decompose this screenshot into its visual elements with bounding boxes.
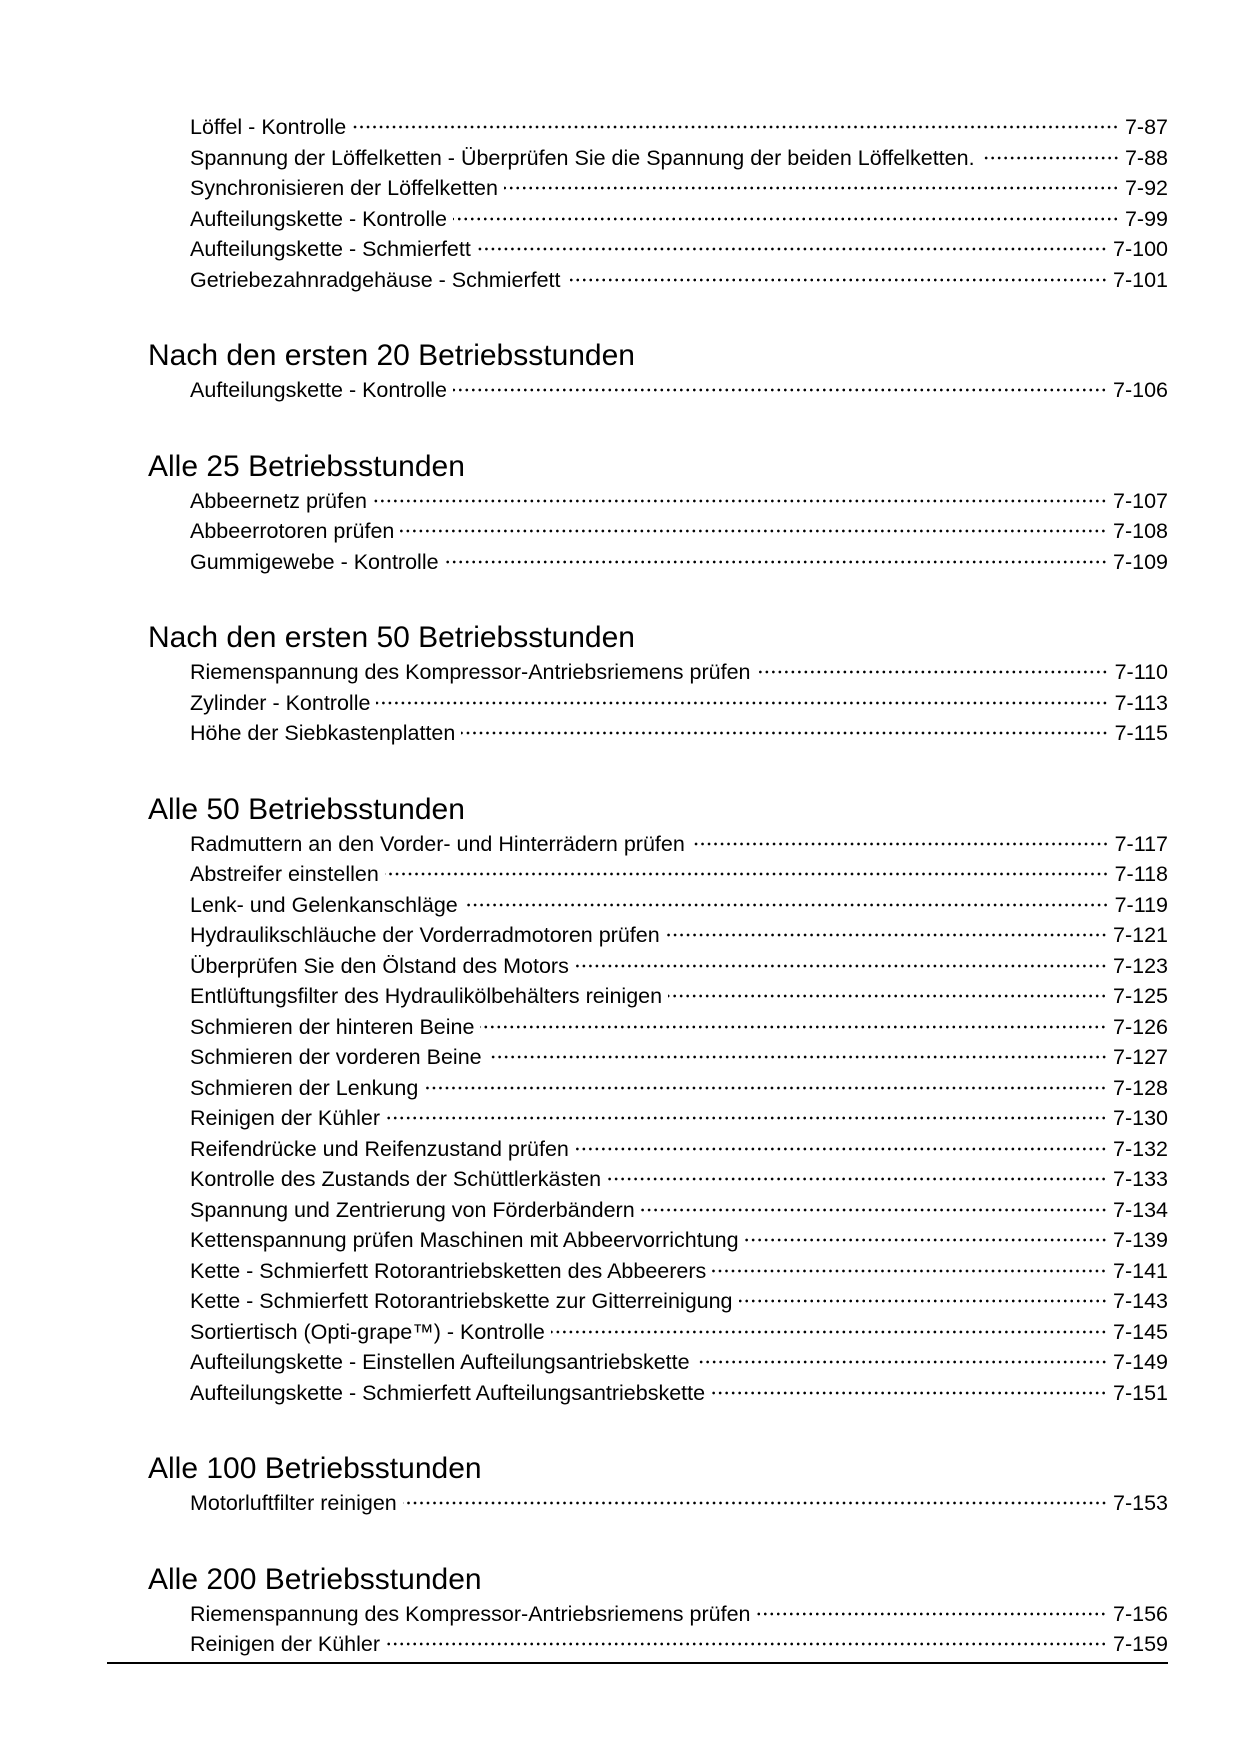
toc-entry-page-number: 7-126 xyxy=(1113,1014,1168,1039)
toc-entry[interactable] xyxy=(190,951,1168,982)
toc-entry-label: Aufteilungskette - Schmierfett Aufteilungsantriebskette xyxy=(190,1380,706,1405)
section-heading: Alle 200 Betriebsstunden xyxy=(148,1562,482,1596)
toc-entry-label: Getriebezahnradgehäuse - Schmierfett xyxy=(190,267,561,292)
dot-leader xyxy=(739,1298,1107,1304)
dot-leader xyxy=(386,1115,1107,1121)
toc-entry-page-number: 7-117 xyxy=(1114,831,1168,856)
toc-section xyxy=(148,621,1168,749)
toc-entry[interactable] xyxy=(190,1629,1168,1660)
dot-leader xyxy=(477,246,1107,252)
dot-leader xyxy=(607,1176,1107,1182)
toc-entry-label: Kette - Schmierfett Rotorantriebskette zur Gitterreinigung xyxy=(190,1289,733,1313)
dot-leader xyxy=(504,185,1119,191)
toc-entry[interactable] xyxy=(190,1347,1168,1378)
toc-entry-page-number: 7-87 xyxy=(1124,115,1168,139)
toc-entry[interactable] xyxy=(190,1256,1168,1287)
toc-entry[interactable] xyxy=(190,234,1168,265)
toc-entry-page-number: 7-145 xyxy=(1113,1319,1168,1344)
toc-entry-label: Schmieren der Lenkung xyxy=(190,1075,419,1100)
toc-entry[interactable] xyxy=(190,688,1168,719)
dot-leader xyxy=(461,730,1108,736)
toc-entry-page-number: 7-156 xyxy=(1113,1601,1168,1626)
toc-entry[interactable] xyxy=(190,112,1168,143)
toc-entry-label: Höhe der Siebkastenplatten xyxy=(190,721,456,745)
dot-leader xyxy=(352,124,1119,130)
bottom-divider xyxy=(107,1662,1168,1664)
toc-entry[interactable] xyxy=(190,1317,1168,1348)
toc-entry-page-number: 7-107 xyxy=(1113,488,1168,513)
toc-entry-label: Spannung der Löffelketten - Überprüfen Sie die Spannung der beiden Löffelketten. xyxy=(190,145,975,170)
toc-entry-page-number: 7-108 xyxy=(1113,519,1168,543)
dot-leader xyxy=(696,1359,1107,1365)
dot-leader xyxy=(641,1207,1107,1213)
dot-leader xyxy=(666,932,1107,938)
toc-entry-page-number: 7-101 xyxy=(1113,267,1168,292)
toc-entry-label: Motorluftfilter reinigen xyxy=(190,1491,397,1515)
table-of-contents xyxy=(148,112,1168,1660)
toc-entry[interactable] xyxy=(190,265,1168,296)
toc-entry-label: Zylinder - Kontrolle xyxy=(190,690,371,715)
toc-entry[interactable] xyxy=(190,1378,1168,1409)
dot-leader xyxy=(445,559,1107,565)
toc-entry-page-number: 7-106 xyxy=(1113,378,1168,402)
toc-entry-page-number: 7-149 xyxy=(1113,1350,1168,1374)
toc-entry-label: Aufteilungskette - Kontrolle xyxy=(190,206,447,231)
dot-leader xyxy=(575,1146,1107,1152)
toc-entry-page-number: 7-128 xyxy=(1113,1075,1168,1100)
dot-leader xyxy=(376,700,1108,706)
toc-entry-page-number: 7-127 xyxy=(1113,1045,1168,1069)
toc-entry[interactable] xyxy=(190,375,1168,406)
dot-leader xyxy=(745,1237,1107,1243)
dot-leader xyxy=(756,669,1108,675)
toc-entry-label: Gummigewebe - Kontrolle xyxy=(190,549,439,574)
toc-entry[interactable] xyxy=(190,1164,1168,1195)
toc-entry-label: Löffel - Kontrolle xyxy=(190,115,347,139)
toc-entry[interactable] xyxy=(190,1195,1168,1226)
dot-leader xyxy=(453,216,1119,222)
toc-entry[interactable] xyxy=(190,718,1168,749)
toc-entry-page-number: 7-110 xyxy=(1114,660,1168,684)
toc-entry-page-number: 7-115 xyxy=(1114,721,1168,745)
toc-entry[interactable] xyxy=(190,486,1168,517)
toc-entry-label: Kettenspannung prüfen Maschinen mit Abbeervorrichtung xyxy=(190,1228,739,1252)
toc-entry-label: Riemenspannung des Kompressor-Antriebsriemens prüfen xyxy=(190,660,751,684)
dot-leader xyxy=(712,1268,1107,1274)
toc-entry-page-number: 7-121 xyxy=(1113,923,1168,947)
toc-entry[interactable] xyxy=(190,547,1168,578)
dot-leader xyxy=(385,871,1109,877)
toc-entry[interactable] xyxy=(190,1134,1168,1165)
toc-entry[interactable] xyxy=(190,1488,1168,1519)
toc-entry-page-number: 7-92 xyxy=(1124,176,1168,200)
toc-entry[interactable] xyxy=(190,657,1168,688)
toc-entry-label: Entlüftungsfilter des Hydraulikölbehälters reinigen xyxy=(190,984,663,1008)
toc-entry-label: Riemenspannung des Kompressor-Antriebsriemens prüfen xyxy=(190,1601,751,1626)
dot-leader xyxy=(691,841,1109,847)
toc-entry-label: Hydraulikschläuche der Vorderradmotoren prüfen xyxy=(190,923,660,947)
toc-entry-label: Schmieren der hinteren Beine xyxy=(190,1014,475,1039)
toc-entry-label: Kontrolle des Zustands der Schüttlerkästen xyxy=(190,1167,602,1191)
toc-entry-page-number: 7-125 xyxy=(1113,984,1168,1008)
toc-entry[interactable] xyxy=(190,1012,1168,1043)
toc-entry-label: Aufteilungskette - Kontrolle xyxy=(190,378,447,402)
toc-entry-label: Aufteilungskette - Schmierfett xyxy=(190,237,471,261)
toc-entry-page-number: 7-134 xyxy=(1113,1197,1168,1222)
toc-section xyxy=(148,1563,1168,1660)
dot-leader xyxy=(488,1054,1107,1060)
toc-entry-label: Synchronisieren der Löffelketten xyxy=(190,176,498,200)
toc-entry-page-number: 7-123 xyxy=(1113,953,1168,978)
toc-entry[interactable] xyxy=(190,173,1168,204)
toc-entry[interactable] xyxy=(190,829,1168,860)
toc-entry-label: Abbeernetz prüfen xyxy=(190,488,367,513)
toc-entry-page-number: 7-141 xyxy=(1113,1258,1168,1283)
toc-entry-page-number: 7-133 xyxy=(1113,1167,1168,1191)
toc-entry-page-number: 7-88 xyxy=(1124,145,1168,170)
toc-section xyxy=(148,339,1168,406)
section-heading: Alle 25 Betriebsstunden xyxy=(148,449,465,483)
dot-leader xyxy=(711,1390,1107,1396)
dot-leader xyxy=(386,1641,1107,1647)
toc-section xyxy=(148,450,1168,578)
toc-entry-page-number: 7-109 xyxy=(1113,549,1168,574)
toc-entry-page-number: 7-113 xyxy=(1114,690,1168,715)
dot-leader xyxy=(981,155,1119,161)
toc-section xyxy=(148,112,1168,295)
toc-entry[interactable] xyxy=(190,890,1168,921)
dot-leader xyxy=(551,1329,1107,1335)
toc-entry[interactable] xyxy=(190,1103,1168,1134)
toc-entry[interactable] xyxy=(190,1599,1168,1630)
toc-entry-page-number: 7-118 xyxy=(1114,862,1168,886)
toc-entry-label: Radmuttern an den Vorder- und Hinterrädern prüfen xyxy=(190,831,685,856)
toc-section xyxy=(148,793,1168,1409)
toc-entry-page-number: 7-99 xyxy=(1124,206,1168,231)
toc-entry[interactable] xyxy=(190,981,1168,1012)
dot-leader xyxy=(567,277,1108,283)
toc-entry-page-number: 7-159 xyxy=(1113,1632,1168,1656)
toc-section xyxy=(148,1452,1168,1519)
toc-entry-label: Reifendrücke und Reifenzustand prüfen xyxy=(190,1136,569,1161)
toc-entry-page-number: 7-151 xyxy=(1113,1380,1168,1405)
toc-entry[interactable] xyxy=(190,204,1168,235)
toc-entry-label: Sortiertisch (Opti-grape™) - Kontrolle xyxy=(190,1319,545,1344)
dot-leader xyxy=(453,387,1107,393)
section-heading: Alle 50 Betriebsstunden xyxy=(148,792,465,826)
dot-leader xyxy=(403,1500,1107,1506)
toc-entry[interactable] xyxy=(190,1286,1168,1317)
toc-entry-label: Überprüfen Sie den Ölstand des Motors xyxy=(190,953,569,978)
toc-entry[interactable] xyxy=(190,1073,1168,1104)
toc-entry-label: Schmieren der vorderen Beine xyxy=(190,1045,482,1069)
toc-entry-page-number: 7-139 xyxy=(1113,1228,1168,1252)
toc-entry[interactable] xyxy=(190,1042,1168,1073)
toc-entry[interactable] xyxy=(190,859,1168,890)
dot-leader xyxy=(480,1024,1107,1030)
section-heading: Nach den ersten 20 Betriebsstunden xyxy=(148,339,635,372)
toc-entry-label: Abstreifer einstellen xyxy=(190,862,379,886)
dot-leader xyxy=(464,902,1109,908)
dot-leader xyxy=(575,963,1107,969)
dot-leader xyxy=(424,1085,1107,1091)
section-heading: Nach den ersten 50 Betriebsstunden xyxy=(148,621,635,654)
toc-entry-label: Reinigen der Kühler xyxy=(190,1632,381,1656)
toc-entry-page-number: 7-153 xyxy=(1113,1491,1168,1515)
toc-entry[interactable] xyxy=(190,516,1168,547)
dot-leader xyxy=(668,993,1107,999)
toc-entry[interactable] xyxy=(190,143,1168,174)
toc-entry-label: Lenk- und Gelenkanschläge xyxy=(190,892,458,917)
section-heading: Alle 100 Betriebsstunden xyxy=(148,1452,482,1485)
toc-entry[interactable] xyxy=(190,920,1168,951)
toc-entry-label: Abbeerrotoren prüfen xyxy=(190,519,395,543)
dot-leader xyxy=(373,498,1107,504)
toc-entry-label: Reinigen der Kühler xyxy=(190,1106,381,1130)
toc-entry-page-number: 7-119 xyxy=(1114,892,1168,917)
toc-entry-page-number: 7-132 xyxy=(1113,1136,1168,1161)
toc-entry-label: Spannung und Zentrierung von Förderbändern xyxy=(190,1197,635,1222)
toc-entry-page-number: 7-130 xyxy=(1113,1106,1168,1130)
toc-entry[interactable] xyxy=(190,1225,1168,1256)
toc-entry-label: Kette - Schmierfett Rotorantriebsketten des Abbeerers xyxy=(190,1258,707,1283)
toc-entry-page-number: 7-100 xyxy=(1113,237,1168,261)
toc-entry-page-number: 7-143 xyxy=(1113,1289,1168,1313)
dot-leader xyxy=(756,1611,1107,1617)
toc-entry-label: Aufteilungskette - Einstellen Aufteilungsantriebskette xyxy=(190,1350,690,1374)
dot-leader xyxy=(400,528,1107,534)
